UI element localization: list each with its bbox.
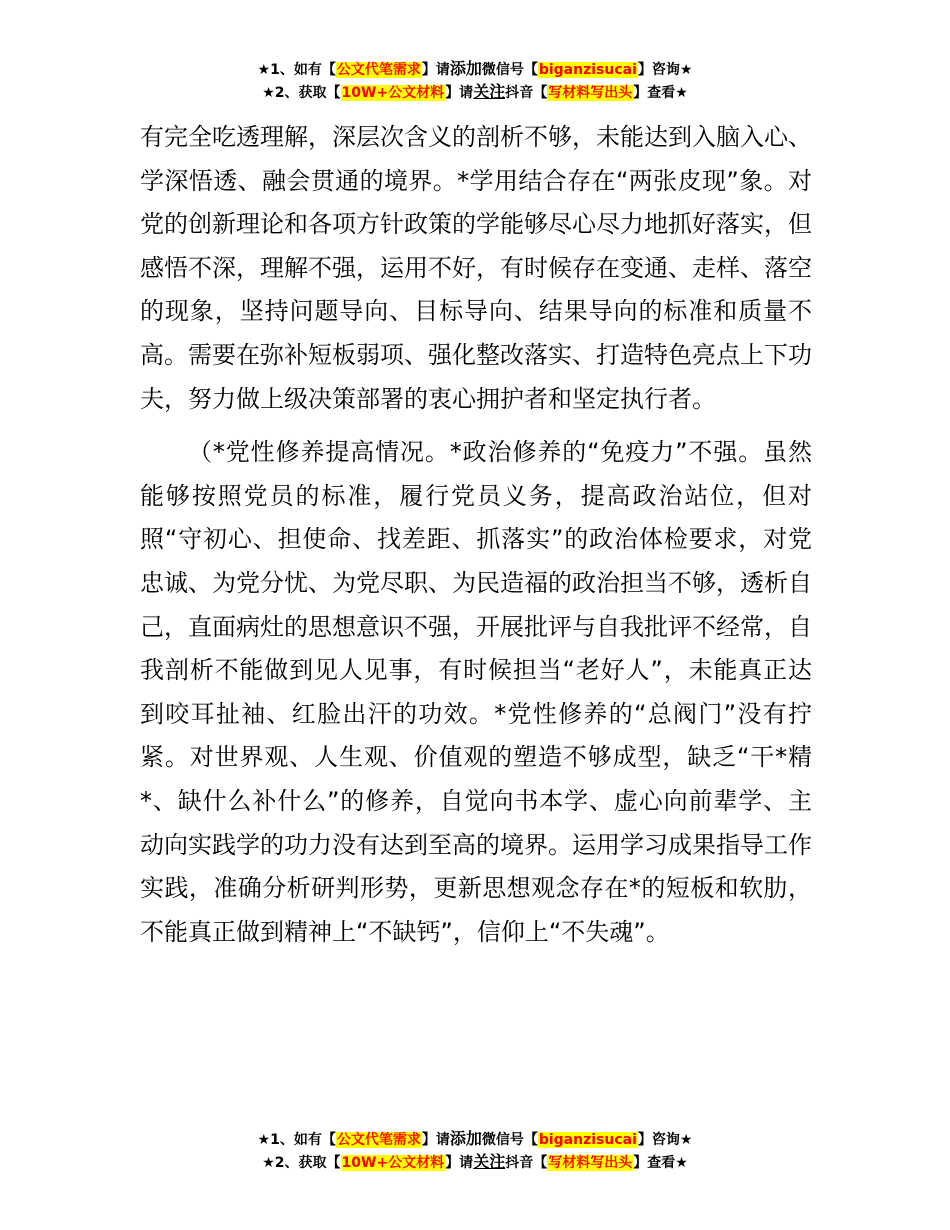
- banner-text: ★1、如有【: [257, 1132, 336, 1148]
- highlight-materials: 10W+公文材料: [341, 85, 445, 101]
- highlight-wechat-id: biganzisucai: [538, 62, 637, 78]
- banner-text: 】请: [421, 62, 450, 78]
- banner-emphasis: 关注: [473, 1152, 506, 1171]
- banner-text: 微信号【: [481, 62, 538, 78]
- highlight-douyin-account: 写材料写出头: [548, 85, 633, 101]
- highlight-materials: 10W+公文材料: [341, 1155, 445, 1171]
- banner-line-2: [0, 1151, 950, 1174]
- banner-text: ★2、获取【: [262, 1155, 341, 1171]
- banner-emphasis: 添加: [449, 59, 482, 78]
- banner-emphasis: 关注: [473, 82, 506, 101]
- banner-emphasis: 添加: [449, 1129, 482, 1148]
- highlight-service: 公文代笔需求: [336, 62, 421, 78]
- highlight-douyin-account: 写材料写出头: [548, 1155, 633, 1171]
- highlight-wechat-id: biganzisucai: [538, 1132, 637, 1148]
- banner-text: 】查看★: [633, 1155, 688, 1171]
- banner-text: 】请: [445, 85, 474, 101]
- banner-line-2: [0, 81, 950, 104]
- banner-line-1: [0, 1128, 950, 1151]
- banner-line-1: [0, 58, 950, 81]
- banner-text: 抖音【: [505, 85, 548, 101]
- banner-text: 】咨询★: [637, 1132, 693, 1148]
- banner-text: 】咨询★: [637, 62, 693, 78]
- document-body: [140, 116, 812, 954]
- banner-text: 】查看★: [633, 85, 688, 101]
- banner-text: 微信号【: [481, 1132, 538, 1148]
- banner-text: 】请: [421, 1132, 450, 1148]
- paragraph-1: 有完全吃透理解，深层次含义的剖析不够，未能达到入脑入心、学深悟透、融会贯通的境界。*学用结合存在“两张皮现”象。对党的创新理论和各项方针政策的学能够尽心尽力地抓好落实，但感悟不深，理解不强，运用不好，有时候存在变通、走样、落空的现象，坚持问题导向、目标导向、结果导向的标准和质量不高。需要在弥补短板弱项、强化整改落实、打造特色亮点上下功夫，努力做上级决策部署的衷心拥护者和坚定执行者。: [140, 123, 812, 413]
- footer-banner: [0, 1128, 950, 1174]
- banner-text: 抖音【: [505, 1155, 548, 1171]
- banner-text: ★2、获取【: [262, 85, 341, 101]
- banner-text: 】请: [445, 1155, 474, 1171]
- header-banner: [0, 58, 950, 104]
- banner-text: ★1、如有【: [257, 62, 336, 78]
- highlight-service: 公文代笔需求: [336, 1132, 421, 1148]
- paragraph-2: （*党性修养提高情况。*政治修养的“免疫力”不强。虽然能够按照党员的标准，履行党员义务，提高政治站位，但对照“守初心、担使命、找差距、抓落实”的政治体检要求，对党忠诚、为党分忧、为党尽职、为民造福的政治担当不够，透析自己，直面病灶的思想意识不强，开展批评与自我批评不经常，自我剖析不能做到见人见事，有时候担当“老好人”，未能真正达到咬耳扯袖、红脸出汗的功效。*党性修养的“总阀门”没有拧紧。对世界观、人生观、价值观的塑造不够成型，缺乏“干*精*、缺什么补什么”的修养，自觉向书本学、虚心向前辈学、主动向实践学的功力没有达到至高的境界。运用学习成果指导工作实践，准确分析研判形势，更新思想观念存在*的短板和软肋，不能真正做到精神上“不缺钙”，信仰上“不失魂”。: [140, 438, 812, 946]
